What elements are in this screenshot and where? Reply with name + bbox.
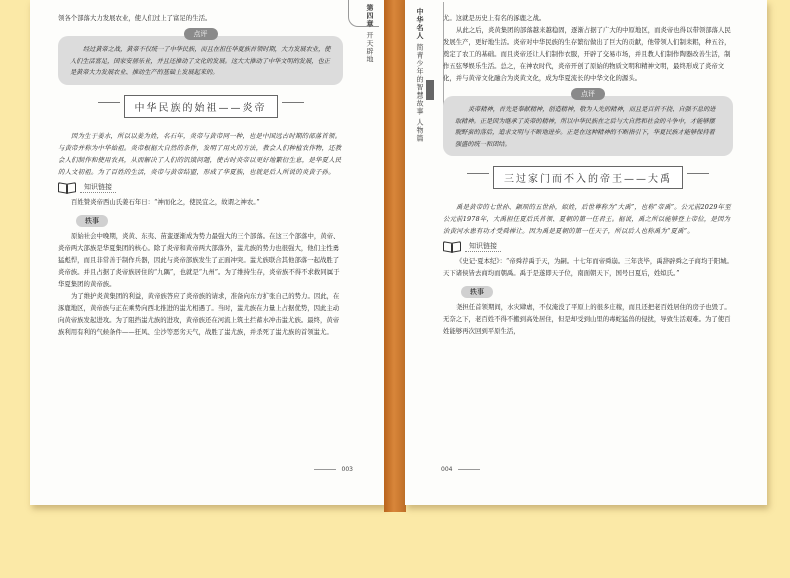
left-top-paragraph: 领各个部落大力发展农业，使人们过上了富足的生活。	[58, 14, 212, 22]
open-book-icon	[443, 242, 461, 251]
left-story-p1: 原始社会中晚期，炎黄、东夷、苗蛮逐渐成为势力最强大的三个部落。在这三个部落中，黄帝、炎帝两大部族是华夏集团的核心。除了炎帝和黄帝两大部落外，蚩尤族的势力也很强大，他们主性勇猛彪悍，而且非常善于制作兵器，因此与炎帝部族发生了正面冲突。蚩尤族联合其他部落一起战胜了炎帝族。并且占据了炎帝族居住的“九隅”，也就是“九州”。为了维持生存，炎帝族不得不求救同属于华夏集团的黄帝族。	[58, 231, 340, 288]
left-section-title	[58, 95, 343, 118]
right-page-footer	[441, 466, 486, 473]
book-spine	[384, 0, 406, 512]
knowledge-label: 知识链接	[80, 182, 116, 193]
left-section-title-text: 中华民族的始祖——炎帝	[124, 95, 278, 118]
right-section-title-text: 三过家门而不入的帝王——大禹	[493, 166, 683, 189]
footer-line	[314, 469, 336, 470]
right-knowledge-tag	[443, 241, 733, 252]
right-intro-text: 禹是黄帝的七世孙、颛顼的五世孙，姒姓，后世尊称为“大禹”，也称“帝禹”。公元前2029年至公元前1978年，大禹担任夏后氏首领、夏朝的第一任君王。据说，禹之所以能够登上帝位，是因为治黄河水患有功才受舜禅让。因为禹是夏朝的第一任天子，所以后人也称禹为“夏禹”。	[443, 203, 731, 235]
series-seal-box	[426, 80, 434, 100]
left-page-header	[365, 4, 375, 63]
right-comment-box	[443, 90, 733, 156]
left-comment-text: 经过黄帝之战，黄帝不仅统一了中华民族，而且在担任华夏族首领时期，大力发展农业，使人们生活富足，国家安居乐业，并且还推动了文化的发展。这大大推动了中华文明的发展，也正是黄帝大力发展农业、推动生产的基础上发展起来的。	[70, 46, 331, 76]
right-comment-text: 炎帝精神，首先是奉献精神，创造精神，敬为人先的精神，而且是百折不挠、自强不息的进取精神。正是因为继承了炎帝的精神，所以中华民族在之后与大自然和社会的斗争中，才能够摆脱野蛮的落后，追求文明与不断地进步。正是在这种精神的不断指引下，华夏民族才能够保持着强盛的统一和团结。	[455, 106, 716, 148]
chapter-label: 第四章	[366, 4, 374, 28]
right-story-p1: 尧担任首领期间，水灾肆虐，不仅淹没了平原上的很多庄稼，而且还把老百姓居住的房子也毁了。无奈之下，老百姓不得不搬到高处居住，但是却受到山里的毒蛇猛兽的侵扰，导致生活艰难。为了使百姓能够再次回到平原生活，	[443, 303, 731, 335]
chapter-subtitle: 开天辟地	[366, 31, 374, 64]
left-page	[30, 0, 385, 505]
right-top-paragraph: 尤。这就是历史上有名的涿鹿之战。	[443, 14, 546, 22]
right-page	[405, 0, 767, 505]
right-knowledge-text: 《史记·夏本纪》：“帝舜荐禹于天，为嗣。十七年而帝舜崩。三年丧毕，禹辞辟舜之子商均于阳城。天下诸侯皆去商均而朝禹。禹于是遂即天子位，南面朝天下，国号曰夏后，姓姒氏。”	[443, 257, 733, 277]
comment-badge: 点评	[571, 88, 605, 100]
left-story-tag: 轶事	[76, 215, 108, 227]
left-page-footer	[308, 466, 353, 473]
right-page-header	[415, 8, 425, 142]
title-decoration-right	[282, 102, 304, 111]
knowledge-label: 知识链接	[465, 241, 501, 252]
footer-line	[458, 469, 480, 470]
comment-badge: 点评	[184, 28, 218, 40]
series-subtitle: 简青少年的智慧故事	[416, 43, 424, 116]
right-page-number: 004	[441, 466, 453, 473]
title-decoration-left	[467, 173, 489, 182]
left-intro-text: 因为生于姜水，所以以姜为姓，名石年，炎帝与黄帝同一种，也是中国远古时期的部落首领。与黄帝并称为中华始祖。炎帝根据大自然的条件，发明了用火的方法，教会人们种植农作物，还教会人们制作和使用农具，从而解决了人们的饥饿问题，使古时炎帝以更好地繁衍生息，是华夏人民的人文初祖。为了百姓的生活，炎帝与黄帝结盟，形成了华夏族，也就是后人所说的炎黄子孙。	[58, 131, 342, 176]
left-knowledge-text: 百姓赞炎帝西山氏姜石年日：“神而化之，使民宜之，故谓之神农。”	[71, 197, 260, 206]
series-side-label: 人物篇	[416, 118, 424, 143]
title-decoration-right	[687, 173, 709, 182]
right-section-title	[443, 166, 733, 189]
left-story-p2: 为了维护炎黄集团的利益，黄帝族答应了炎帝族的请求，准备向东方扩张自己的势力。因此，在涿鹿地区，黄帝族与正在乘势向西北推进的蚩尤相遇了。当时，蚩尤族在力量上占据优势，因此主动向黄帝族发起进攻。为了阻挡蚩尤族的进攻，黄帝族还在河流上筑土拦蓄水冲击蚩尤族。最终，黄帝族利用有利的气候条件——狂风、尘沙等恶劣天气，战胜了蚩尤族，并杀死了蚩尤族的首领蚩尤。	[58, 291, 340, 336]
title-decoration-left	[98, 102, 120, 111]
left-knowledge-tag	[58, 182, 343, 193]
series-title: 中华名人	[416, 8, 424, 40]
right-story-tag: 轶事	[461, 286, 493, 298]
left-comment-box	[58, 30, 343, 85]
right-paragraph-after: 从此之后，炎黄集团的部落越来越稳固，逐渐占据了广大的中原地区，而炎帝也得以带领部落人民发展生产，更好地生活。炎帝对中华民族的生存繁衍做出了巨大的贡献，他带领人们制耒耜，种五谷，奠定了农工的基础。而且炎帝还让人们制作衣服，开辟了交易市场，并且教人们制作陶器改善生活，制作五弦琴娱乐生活。总之，在神农时代，炎帝开创了原始的物质文明和精神文明，最终形成了炎帝文化，并与黄帝文化融合为炎黄文化，成为华夏流长的中华文化的源头。	[443, 26, 731, 82]
left-page-number: 003	[341, 466, 353, 473]
open-book-icon	[58, 183, 76, 192]
